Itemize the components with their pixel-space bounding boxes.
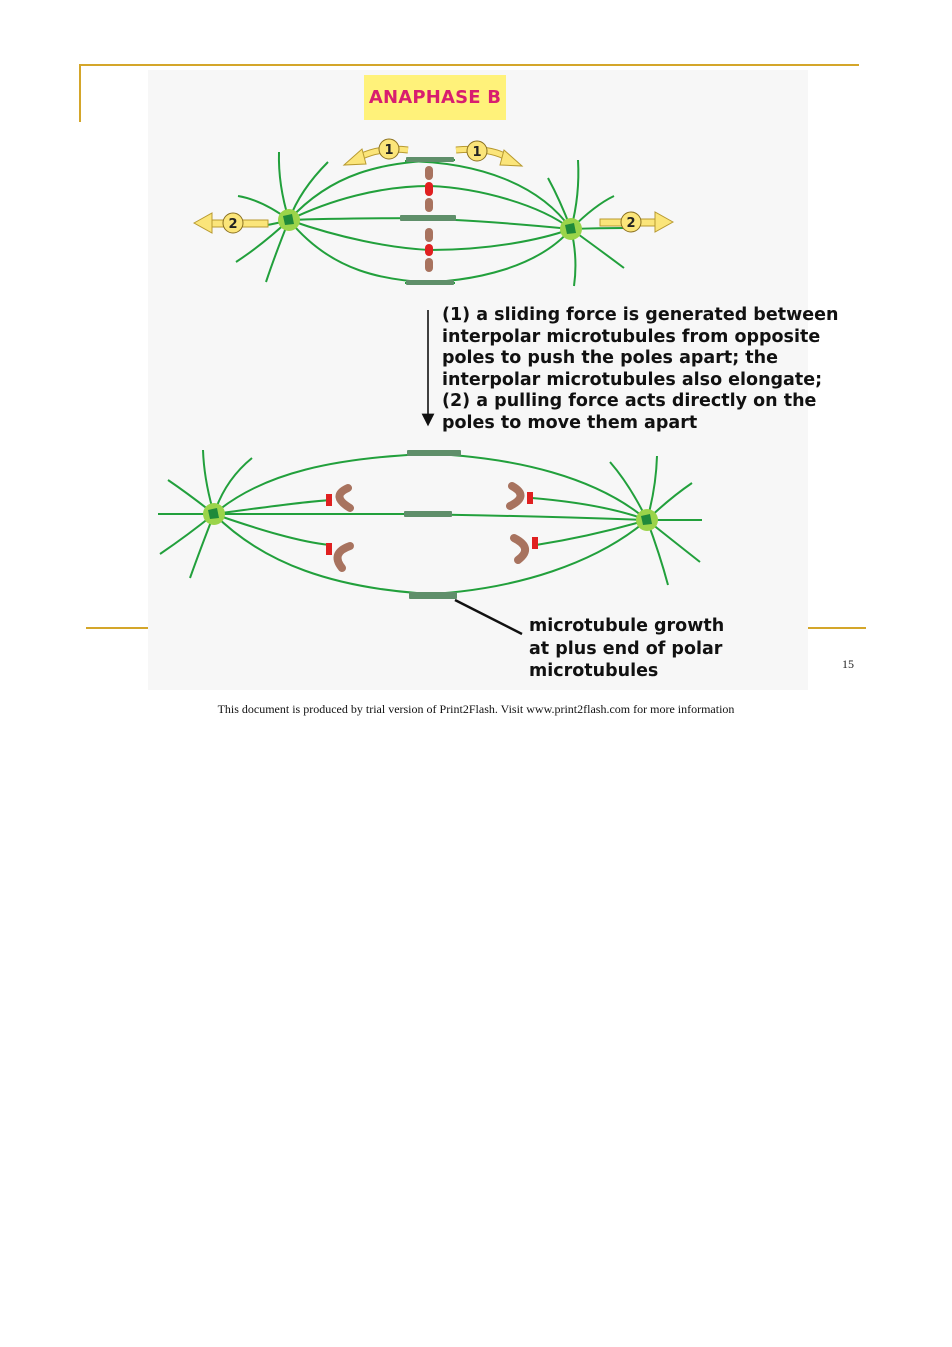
top-right-pole xyxy=(560,218,582,240)
bottom-overlap-zones xyxy=(404,450,461,599)
sliding-force-arrow-right xyxy=(456,141,522,166)
sliding-force-arrow-left xyxy=(344,139,408,165)
microtubule-growth-label xyxy=(529,615,749,683)
pulling-arrow-label-right: 2 xyxy=(626,216,636,231)
sliding-arrow-label-left: 1 xyxy=(384,143,394,158)
chromosome-lower-right xyxy=(514,537,538,560)
chromosome-upper-right xyxy=(510,486,533,506)
bottom-interpolar-microtubules xyxy=(214,453,647,595)
growth-label-line: at plus end of polar xyxy=(529,638,723,659)
figure-title: ANAPHASE B xyxy=(364,75,506,120)
caption-line: poles to push the poles apart; the xyxy=(442,348,778,369)
chromosome-lower-left xyxy=(326,543,350,568)
chromosome-upper-left xyxy=(326,488,350,508)
growth-label-line: microtubules xyxy=(529,661,659,681)
bottom-chromosomes xyxy=(326,486,538,568)
pulling-arrow-label-left: 2 xyxy=(228,217,238,232)
bottom-spindle xyxy=(158,450,702,595)
trial-footer: This document is produced by trial version of Print2Flash. Visit www.print2flash.com for more information xyxy=(217,702,735,716)
growth-label-line: microtubule growth xyxy=(529,616,725,636)
bottom-right-pole xyxy=(636,509,658,531)
bottom-left-pole xyxy=(203,503,225,525)
caption-line: (1) a sliding force is generated between xyxy=(442,305,839,325)
caption-line: interpolar microtubules also elongate; xyxy=(442,369,823,390)
caption-line: poles to move them apart xyxy=(442,412,698,433)
growth-pointer-line xyxy=(455,600,522,634)
anaphase-caption xyxy=(442,305,839,435)
top-left-pole xyxy=(278,209,300,231)
caption-line: interpolar microtubules from opposite xyxy=(442,326,821,347)
page-number: 15 xyxy=(842,657,854,671)
sliding-arrow-label-right: 1 xyxy=(472,145,482,160)
caption-line: (2) a pulling force acts directly on the xyxy=(442,391,817,412)
